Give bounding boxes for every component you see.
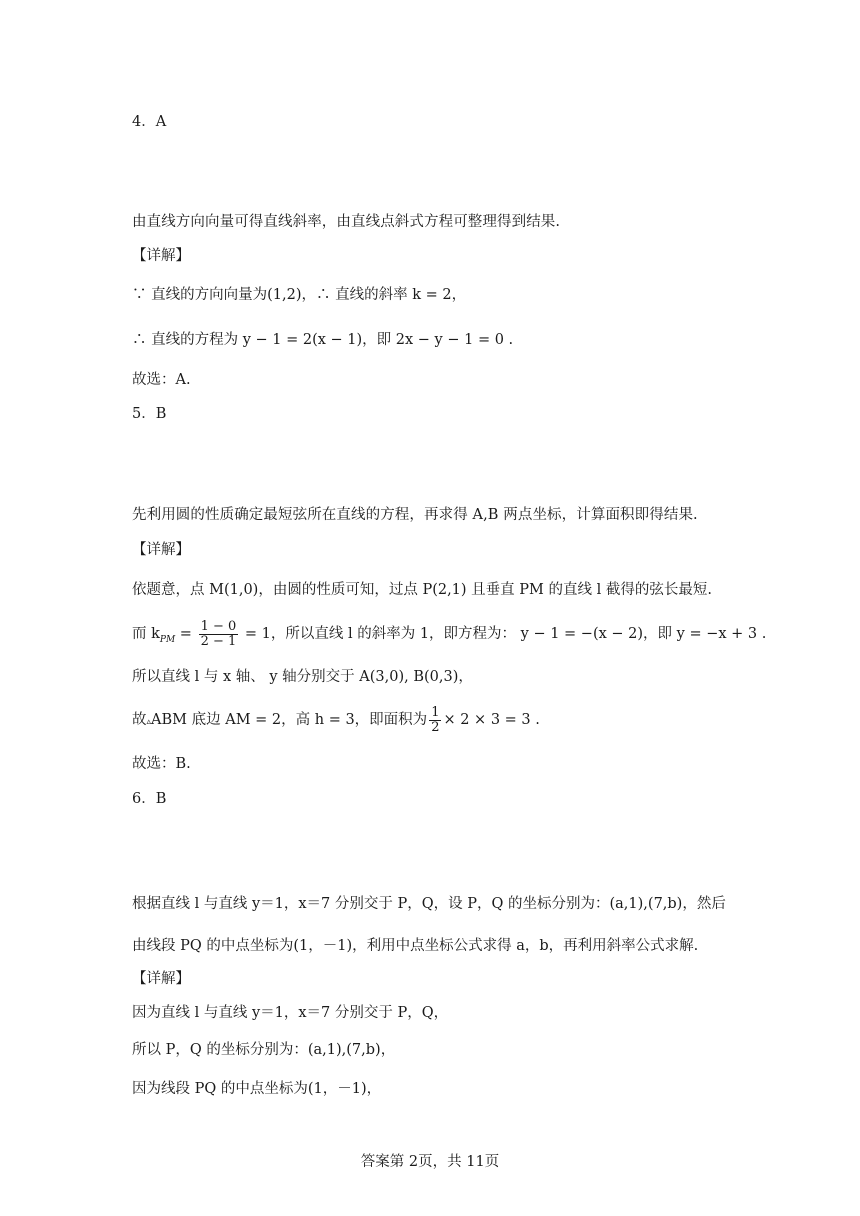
q5-area-numerator: 1 — [431, 705, 440, 720]
q5-detail-label: 【详解】 — [132, 542, 190, 558]
q5-detail-line-2 — [132, 620, 766, 650]
q5-area-prefix: 故 — [132, 712, 147, 729]
q5-area-middle: ABM 底边 AM = 2，高 h = 3，即面积为 — [151, 712, 428, 729]
q5-slope-rest: = 1，所以直线 l 的斜率为 1，即方程为： y − 1 = −(x − 2)，即 y = −x + 3 . — [240, 626, 767, 643]
triangle-icon: ▵ — [146, 717, 152, 728]
q5-answer: 5．B — [132, 406, 167, 422]
q5-detail-line-3: 所以直线 l 与 x 轴、 y 轴分别交于 A(3,0), B(0,3)， — [132, 669, 473, 685]
q5-area-denominator: 2 — [431, 719, 440, 735]
q4-answer: 4．A — [132, 114, 167, 130]
q5-slope-denominator: 2 − 1 — [200, 633, 237, 649]
page-footer: 答案第 2页，共 11页 — [360, 1154, 500, 1170]
q5-slope-subscript: PM — [159, 635, 176, 646]
q5-detail-line-4 — [132, 706, 540, 734]
q5-detail-line-1: 依题意，点 M(1,0)，由圆的性质可知，过点 P(2,1) 且垂直 PM 的直线 l 截得的弦长最短. — [132, 582, 712, 598]
q6-detail-label: 【详解】 — [132, 971, 190, 987]
q5-area-rest: × 2 × 3 = 3 . — [443, 712, 540, 729]
q4-detail-line-2: ∴ 直线的方程为 y − 1 = 2(x − 1)，即 2x − y − 1 = 0 . — [132, 332, 514, 348]
q4-detail-line-1: ∵ 直线的方向向量为(1,2)，∴ 直线的斜率 k = 2， — [132, 287, 467, 303]
q5-slope-prefix: 而 k — [132, 626, 160, 643]
q5-area-fraction — [429, 706, 441, 734]
q5-slope-numerator: 1 − 0 — [200, 619, 237, 634]
q4-choice: 故选：A. — [132, 372, 191, 388]
q4-detail-label: 【详解】 — [132, 248, 190, 264]
q5-slope-equals: = — [175, 626, 197, 643]
q6-detail-line-3: 因为线段 PQ 的中点坐标为(1，－1)， — [132, 1081, 382, 1097]
q5-analysis: 先利用圆的性质确定最短弦所在直线的方程，再求得 A,B 两点坐标，计算面积即得结果. — [132, 507, 698, 523]
q4-analysis: 由直线方向向量可得直线斜率，由直线点斜式方程可整理得到结果. — [132, 214, 561, 230]
q5-choice: 故选：B. — [132, 756, 191, 772]
q6-answer: 6．B — [132, 791, 167, 807]
q6-detail-line-2: 所以 P，Q 的坐标分别为：(a,1),(7,b)， — [132, 1042, 396, 1058]
q6-detail-line-1: 因为直线 l 与直线 y＝1，x＝7 分别交于 P，Q， — [132, 1005, 449, 1021]
q6-analysis-line-1: 根据直线 l 与直线 y＝1，x＝7 分别交于 P，Q，设 P，Q 的坐标分别为：(a,1),(7,b)，然后 — [132, 896, 726, 912]
q6-analysis-line-2: 由线段 PQ 的中点坐标为(1，－1)，利用中点坐标公式求得 a，b，再利用斜率公式求解. — [132, 938, 699, 954]
q5-slope-fraction — [199, 620, 239, 648]
